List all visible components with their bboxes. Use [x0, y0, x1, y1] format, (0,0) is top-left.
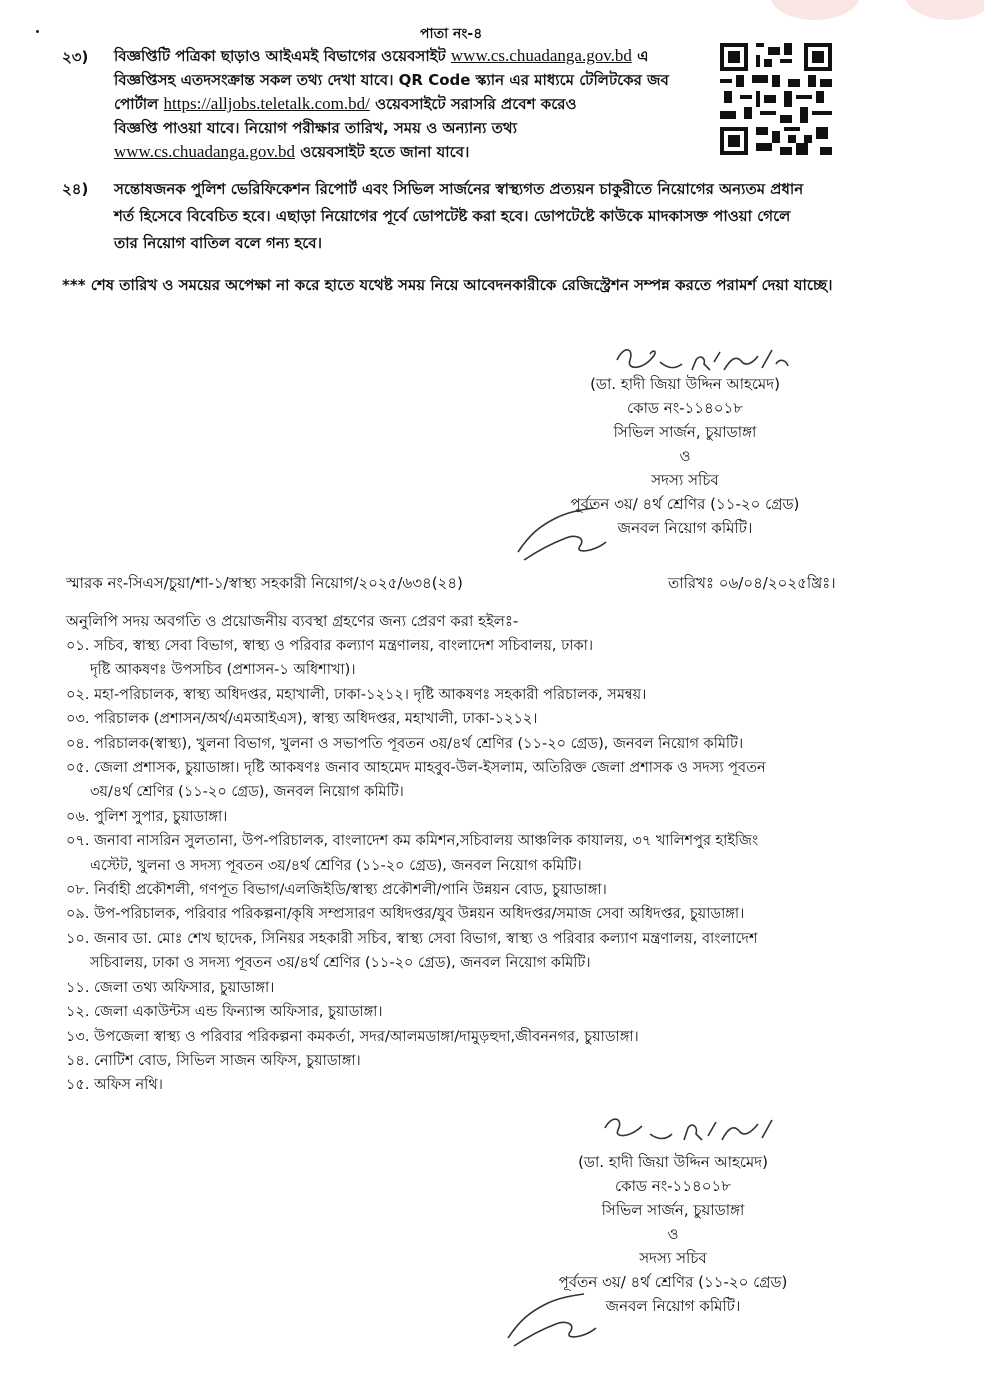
list-item: ০৪. পরিচালক(স্বাস্থ্য), খুলনা বিভাগ, খুলনা ও সভাপতি পূবতন ৩য়/৪র্থ শ্রেণির (১১-২০ গ্রেড), জনবল নিয়োগ কমিটি।	[66, 735, 744, 752]
signatory-code: কোড নং-১১৪০১৮	[627, 399, 743, 417]
website-link[interactable]: www.cs.chuadanga.gov.bd	[114, 142, 295, 161]
advisory-note: *** শেষ তারিখ ও সময়ের অপেক্ষা না করে হাতে যথেষ্ট সময় নিয়ে আবেদনকারীকে রেজিস্ট্রেশন সম্পন্ন করতে পরামর্শ দেয়া যাচ্ছে।	[62, 276, 833, 294]
teletalk-link[interactable]: https://alljobs.teletalk.com.bd/	[163, 94, 370, 113]
signatory-name: (ডা. হাদী জিয়া উদ্দিন আহমেদ)	[590, 375, 780, 393]
signatory-name: (ডা. হাদী জিয়া উদ্দিন আহমেদ)	[578, 1153, 768, 1171]
paragraph-line: www.cs.chuadanga.gov.bd ওয়েবসাইট হতে জানা যাবে।	[114, 142, 470, 161]
section-number: ২৪)	[62, 180, 89, 198]
signatory-committee: পূর্বতন ৩য়/ ৪র্থ শ্রেণির (১১-২০ গ্রেড)	[558, 1273, 788, 1291]
website-link[interactable]: www.cs.chuadanga.gov.bd	[450, 46, 632, 65]
section-number: ২৩)	[62, 48, 89, 66]
list-item: ১১. জেলা তথ্য অফিসার, চুয়াডাঙ্গা।	[66, 979, 275, 996]
paragraph-line: পোর্টাল https://alljobs.teletalk.com.bd/ ওয়েবসাইটে সরাসরি প্রবেশ করেও	[114, 94, 577, 113]
page-number: পাতা নং-৪	[420, 26, 483, 42]
paragraph-line: বিজ্ঞপ্তি পাওয়া যাবে। নিয়োগ পরীক্ষার তারিখ, সময় ও অন্যান্য তথ্য	[114, 119, 517, 137]
cc-list	[66, 634, 846, 1098]
initials-scribble-icon	[500, 1290, 610, 1350]
list-item: ০৩. পরিচালক (প্রশাসন/অর্থ/এমআইএস), স্বাস্থ্য অধিদপ্তর, মহাখালী, ঢাকা-১২১২।	[66, 711, 538, 728]
list-item: সচিবালয়, ঢাকা ও সদস্য পূবতন ৩য়/৪র্থ শ্রেণির (১১-২০ গ্রেড), জনবল নিয়োগ কমিটি।	[90, 955, 591, 972]
signatory-and: ও	[679, 447, 691, 465]
list-item: ০৬. পুলিশ সুপার, চুয়াডাঙ্গা।	[66, 808, 228, 825]
speck	[36, 30, 39, 33]
list-item: ০৭. জনাবা নাসরিন সুলতানা, উপ-পরিচালক, বাংলাদেশ কম কমিশন,সচিবালয় আঞ্চলিক কাযালয়, ৩৭ খালিশপুর হাইজিং	[66, 833, 759, 850]
signatory-and: ও	[667, 1225, 679, 1243]
memo-date: তারিখঃ ০৬/০৪/২০২৫খ্রিঃ।	[668, 574, 836, 592]
paragraph-line: তার নিয়োগ বাতিল বলে গন্য হবে।	[114, 234, 322, 252]
signatory-committee-name: জনবল নিয়োগ কমিটি।	[617, 519, 753, 537]
list-item: ০২. মহা-পরিচালক, স্বাস্থ্য অধিদপ্তর, মহাখালী, ঢাকা-১২১২। দৃষ্টি আকষণঃ সহকারী পরিচালক, সমন্বয়।	[66, 686, 647, 703]
list-item: ০১. সচিব, স্বাস্থ্য সেবা বিভাগ, স্বাস্থ্য ও পরিবার কল্যাণ মন্ত্রণালয়, বাংলাদেশ সচিবালয়, ঢাকা।	[66, 638, 594, 654]
paragraph-line: বিজ্ঞপ্তিসহ এতদসংক্রান্ত সকল তথ্য দেখা যাবে। QR Code স্ক্যান এর মাধ্যমে টেলিটকের জব	[114, 71, 669, 89]
list-item: ১৩. উপজেলা স্বাস্থ্য ও পরিবার পরিকল্পনা কমকর্তা, সদর/আলমডাঙ্গা/দামুড়হুদা,জীবননগর, চুয়াডাঙ্গা।	[66, 1028, 639, 1045]
list-item: এস্টেট, খুলনা ও সদস্য পূবতন ৩য়/৪র্থ শ্রেণির (১১-২০ গ্রেড), জনবল নিয়োগ কমিটি।	[90, 857, 582, 874]
section-24	[114, 176, 854, 257]
list-item: ৩য়/৪র্থ শ্রেণির (১১-২০ গ্রেড), জনবল নিয়োগ কমিটি।	[90, 784, 404, 801]
signature-scribble-icon	[600, 1110, 780, 1150]
signatory-code: কোড নং-১১৪০১৮	[615, 1177, 731, 1195]
signatory-role: সদস্য সচিব	[639, 1249, 707, 1267]
list-item: ০৮. নির্বাহী প্রকৌশলী, গণপূত বিভাগ/এলজিইডি/স্বাস্থ্য প্রকৌশলী/পানি উন্নয়ন বোড, চুয়াডাঙ্গা।	[66, 882, 607, 899]
list-item: ১৪. নোটিশ বোড, সিভিল সাজন অফিস, চুয়াডাঙ্গা।	[66, 1052, 361, 1069]
signatory-committee-name: জনবল নিয়োগ কমিটি।	[605, 1297, 741, 1315]
decorative-corner	[905, 0, 984, 20]
paragraph-line: বিজ্ঞপ্তিটি পত্রিকা ছাড়াও আইএমই বিভাগের ওয়েবসাইট www.cs.chuadanga.gov.bd এ	[114, 46, 649, 65]
section-23	[114, 44, 714, 164]
list-item: ১০. জনাব ডা. মোঃ শেখ ছাদেক, সিনিয়র সহকারী সচিব, স্বাস্থ্য সেবা বিভাগ, স্বাস্থ্য ও পরিবার কল্যাণ মন্ত্রণালয়, বাংলাদেশ	[66, 930, 758, 947]
qr-code-icon[interactable]	[720, 43, 832, 155]
list-item: ০৫. জেলা প্রশাসক, চুয়াডাঙ্গা। দৃষ্টি আকষণঃ জনাব আহমেদ মাহবুব-উল-ইসলাম, অতিরিক্ত জেলা প্রশাসক ও সদস্য পূবতন	[66, 760, 766, 777]
signatory-title: সিভিল সার্জন, চুয়াডাঙ্গা	[613, 423, 757, 441]
list-item: ১৫. অফিস নথি।	[66, 1077, 163, 1094]
list-item: ০৯. উপ-পরিচালক, পরিবার পরিকল্পনা/কৃষি সম্প্রসারণ অধিদপ্তর/যুব উন্নয়ন অধিদপ্তর/সমাজ সেবা অধিদপ্তর, চুয়াডাঙ্গা।	[66, 906, 745, 923]
signatory-role: সদস্য সচিব	[651, 471, 719, 489]
initials-scribble-icon	[510, 504, 620, 564]
list-item: দৃষ্টি আকষণঃ উপসচিব (প্রশাসন-১ অধিশাখা)।	[90, 662, 356, 679]
signatory-title: সিভিল সার্জন, চুয়াডাঙ্গা	[601, 1201, 745, 1219]
signatory-committee: পূর্বতন ৩য়/ ৪র্থ শ্রেণির (১১-২০ গ্রেড)	[570, 495, 800, 513]
paragraph-line: শর্ত হিসেবে বিবেচিত হবে। এছাড়া নিয়োগের পূর্বে ডোপটেষ্ট করা হবে। ডোপটেষ্টে কাউকে মাদকাসক্ত পাওয়া গেলে	[114, 207, 791, 225]
paragraph-line: সন্তোষজনক পুলিশ ভেরিফিকেশন রিপোর্ট এবং সিভিল সার্জনের স্বাস্থ্যগত প্রত্যয়ন চাকুরীতে নিয়োগের অন্যতম প্রধান	[114, 180, 804, 198]
cc-intro: অনুলিপি সদয় অবগতি ও প্রয়োজনীয় ব্যবস্থা গ্রহণের জন্য প্রেরণ করা হইলঃ-	[66, 612, 519, 630]
decorative-corner	[770, 0, 860, 20]
list-item: ১২. জেলা একাউন্টস এন্ড ফিন্যান্স অফিসার, চুয়াডাঙ্গা।	[66, 1004, 383, 1021]
memo-reference: স্মারক নং-সিএস/চুয়া/শা-১/স্বাস্থ্য সহকারী নিয়োগ/২০২৫/৬৩৪(২৪)	[66, 574, 463, 592]
